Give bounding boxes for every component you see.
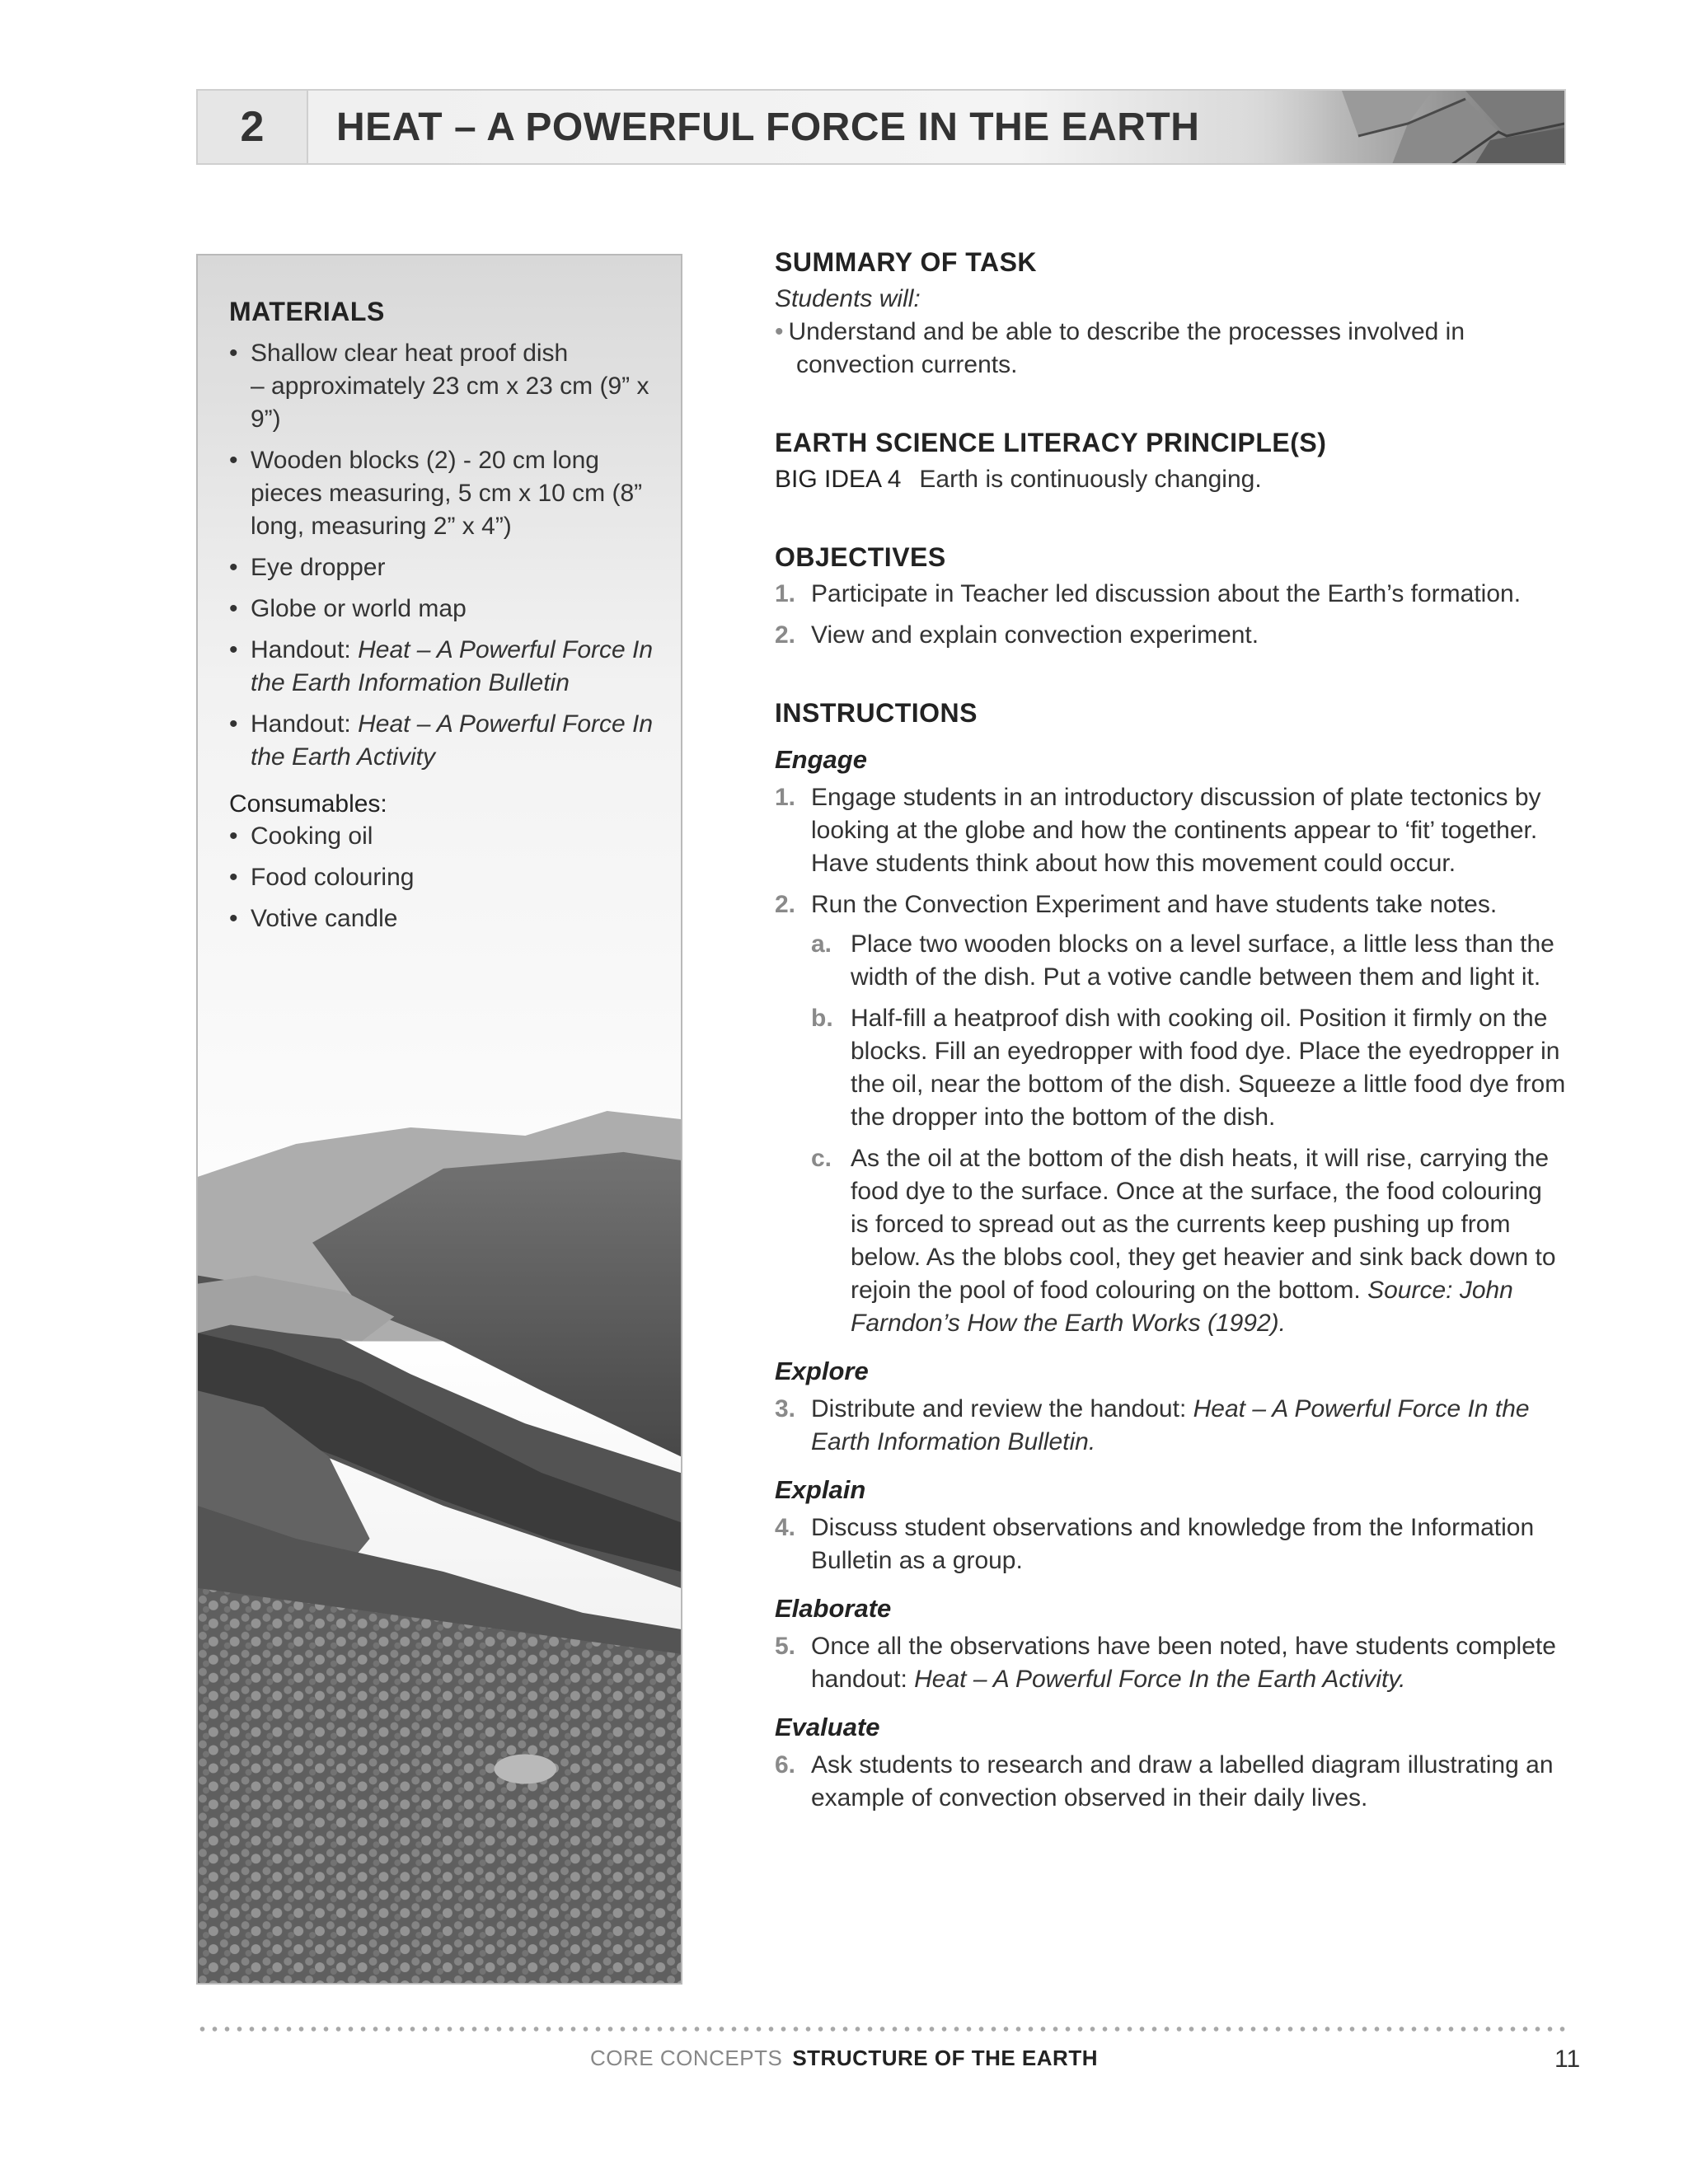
materials-list [229, 337, 658, 774]
material-text: Shallow clear heat proof dish – approximately 23 cm x 23 cm (9” x 9”) [251, 340, 649, 433]
item-text: As the oil at the bottom of the dish heats, it will rise, carrying the food dye to the surface. Once at the surface, the food colouring is forced to spread out as the currents keep pushing up from below. As the blobs cool, they get heavier and sink back down to rejoin the pool of food colouring on the bottom. [851, 1145, 1556, 1304]
item-text: Place two wooden blocks on a level surface, a little less than the width of the dish. Put a votive candle between them and light it. [851, 930, 1554, 991]
elaborate-label: Elaborate [775, 1594, 892, 1623]
material-prefix: Handout: [251, 636, 359, 663]
dotted-divider [196, 2026, 1566, 2032]
item-text: Participate in Teacher led discussion about the Earth’s formation. [811, 580, 1522, 607]
principles-section [775, 428, 1566, 496]
list-item: • Votive candle [229, 902, 658, 935]
explain-label: Explain [775, 1475, 866, 1504]
page-footer [0, 2046, 1688, 2079]
list-item [811, 1002, 1566, 1134]
list-item [811, 928, 1566, 994]
material-text: Eye dropper [251, 554, 386, 581]
explore-list [775, 1393, 1566, 1459]
materials-sidebar [196, 254, 682, 1985]
item-letter: b. [811, 1005, 833, 1032]
item-number: 6. [775, 1751, 796, 1779]
summary-heading: SUMMARY OF TASK [775, 247, 1038, 277]
item-number: 5. [775, 1633, 796, 1660]
objectives-section [775, 542, 1566, 652]
list-item [775, 1630, 1566, 1696]
handout-title: Heat – A Powerful Force In the Earth Activity [251, 710, 654, 771]
list-item [811, 1142, 1566, 1340]
item-text: Engage students in an introductory discussion of plate tectonics by looking at the globe and how the continents appear to ‘fit’ together. Have students think about how this movement could occur. [811, 784, 1541, 877]
objectives-heading: OBJECTIVES [775, 542, 946, 572]
summary-bullet [775, 316, 1566, 382]
page-title: HEAT – A POWERFUL FORCE IN THE EARTH [336, 105, 1200, 149]
materials-content [229, 297, 658, 944]
list-item [229, 337, 658, 436]
instructions-heading: INSTRUCTIONS [775, 698, 978, 728]
list-item [229, 634, 658, 700]
item-text: Half-fill a heatproof dish with cooking oil. Position it firmly on the blocks. Fill an eyedropper with food dye. Place the eyedropper in the oil, near the bottom of the dish. Squeeze a little food dye from the dropper into the bottom of the dish. [851, 1005, 1566, 1131]
summary-intro: Students will: [775, 285, 921, 312]
item-text: Once all the observations have been noted, have students complete handout: [811, 1633, 1556, 1693]
footer-series-label: CORE CONCEPTS [590, 2046, 783, 2070]
material-text: Wooden blocks (2) - 20 cm long pieces measuring, 5 cm x 10 cm (8” long, measuring 2” x 4”) [251, 447, 643, 540]
handout-title: Heat – A Powerful Force In the Earth Information Bulletin [251, 636, 654, 696]
list-item: • Food colouring [229, 861, 658, 894]
list-item [775, 888, 1566, 1340]
footer-unit-label: STRUCTURE OF THE EARTH [792, 2046, 1098, 2070]
list-item [229, 593, 658, 626]
source-citation: Source: John Farndon’s How the Earth Works (1992). [851, 1277, 1513, 1337]
chapter-number: 2 [198, 91, 308, 163]
item-number: 4. [775, 1514, 796, 1541]
experiment-steps [811, 928, 1566, 1340]
objectives-list [775, 578, 1566, 652]
explore-label: Explore [775, 1357, 869, 1385]
principles-heading: EARTH SCIENCE LITERACY PRINCIPLE(S) [775, 428, 1327, 457]
chapter-header [196, 89, 1566, 165]
big-idea [775, 463, 1566, 496]
summary-bullet-text: Understand and be able to describe the processes involved in convection currents. [788, 318, 1465, 378]
item-number: 2. [775, 621, 796, 649]
handout-title: Heat – A Powerful Force In the Earth Activity. [914, 1666, 1406, 1693]
list-item [229, 708, 658, 774]
item-number: 2. [775, 891, 796, 918]
item-number: 3. [775, 1395, 796, 1422]
footer-series [0, 2046, 1688, 2071]
list-item [229, 551, 658, 584]
summary-section [775, 247, 1566, 382]
list-item [775, 781, 1566, 880]
list-item [229, 444, 658, 543]
item-text: Ask students to research and draw a labelled diagram illustrating an example of convection observed in their daily lives. [811, 1751, 1554, 1811]
engage-list [775, 781, 1566, 1340]
item-text: Discuss student observations and knowledge from the Information Bulletin as a group. [811, 1514, 1535, 1574]
item-letter: a. [811, 930, 832, 958]
consumables-label: Consumables: [229, 790, 387, 818]
item-number: 1. [775, 784, 796, 811]
consumables-list [229, 820, 658, 935]
explain-list [775, 1511, 1566, 1577]
evaluate-label: Evaluate [775, 1713, 880, 1741]
list-item: • Cooking oil [229, 820, 658, 853]
page-number: 11 [1554, 2046, 1581, 2073]
item-number: 1. [775, 580, 796, 607]
main-content [775, 247, 1566, 1823]
item-letter: c. [811, 1145, 832, 1172]
instructions-section [775, 698, 1566, 1815]
list-item [775, 619, 1566, 652]
material-text: Globe or world map [251, 595, 467, 622]
list-item [775, 1393, 1566, 1459]
big-idea-label: BIG IDEA 4 [775, 466, 902, 493]
rock-texture-image [1218, 91, 1564, 165]
item-text: View and explain convection experiment. [811, 621, 1259, 649]
bullet-icon: • [775, 318, 784, 345]
material-prefix: Handout: [251, 710, 359, 738]
big-idea-text: Earth is continuously changing. [919, 466, 1262, 493]
list-item [775, 578, 1566, 611]
item-text: Run the Convection Experiment and have students take notes. [811, 891, 1498, 918]
elaborate-list [775, 1630, 1566, 1696]
handout-title: Heat – A Powerful Force In the Earth Information Bulletin. [811, 1395, 1530, 1455]
item-text: Distribute and review the handout: [811, 1395, 1193, 1422]
evaluate-list [775, 1749, 1566, 1815]
list-item [775, 1749, 1566, 1815]
engage-label: Engage [775, 745, 867, 774]
materials-heading: MATERIALS [229, 297, 385, 326]
list-item [775, 1511, 1566, 1577]
